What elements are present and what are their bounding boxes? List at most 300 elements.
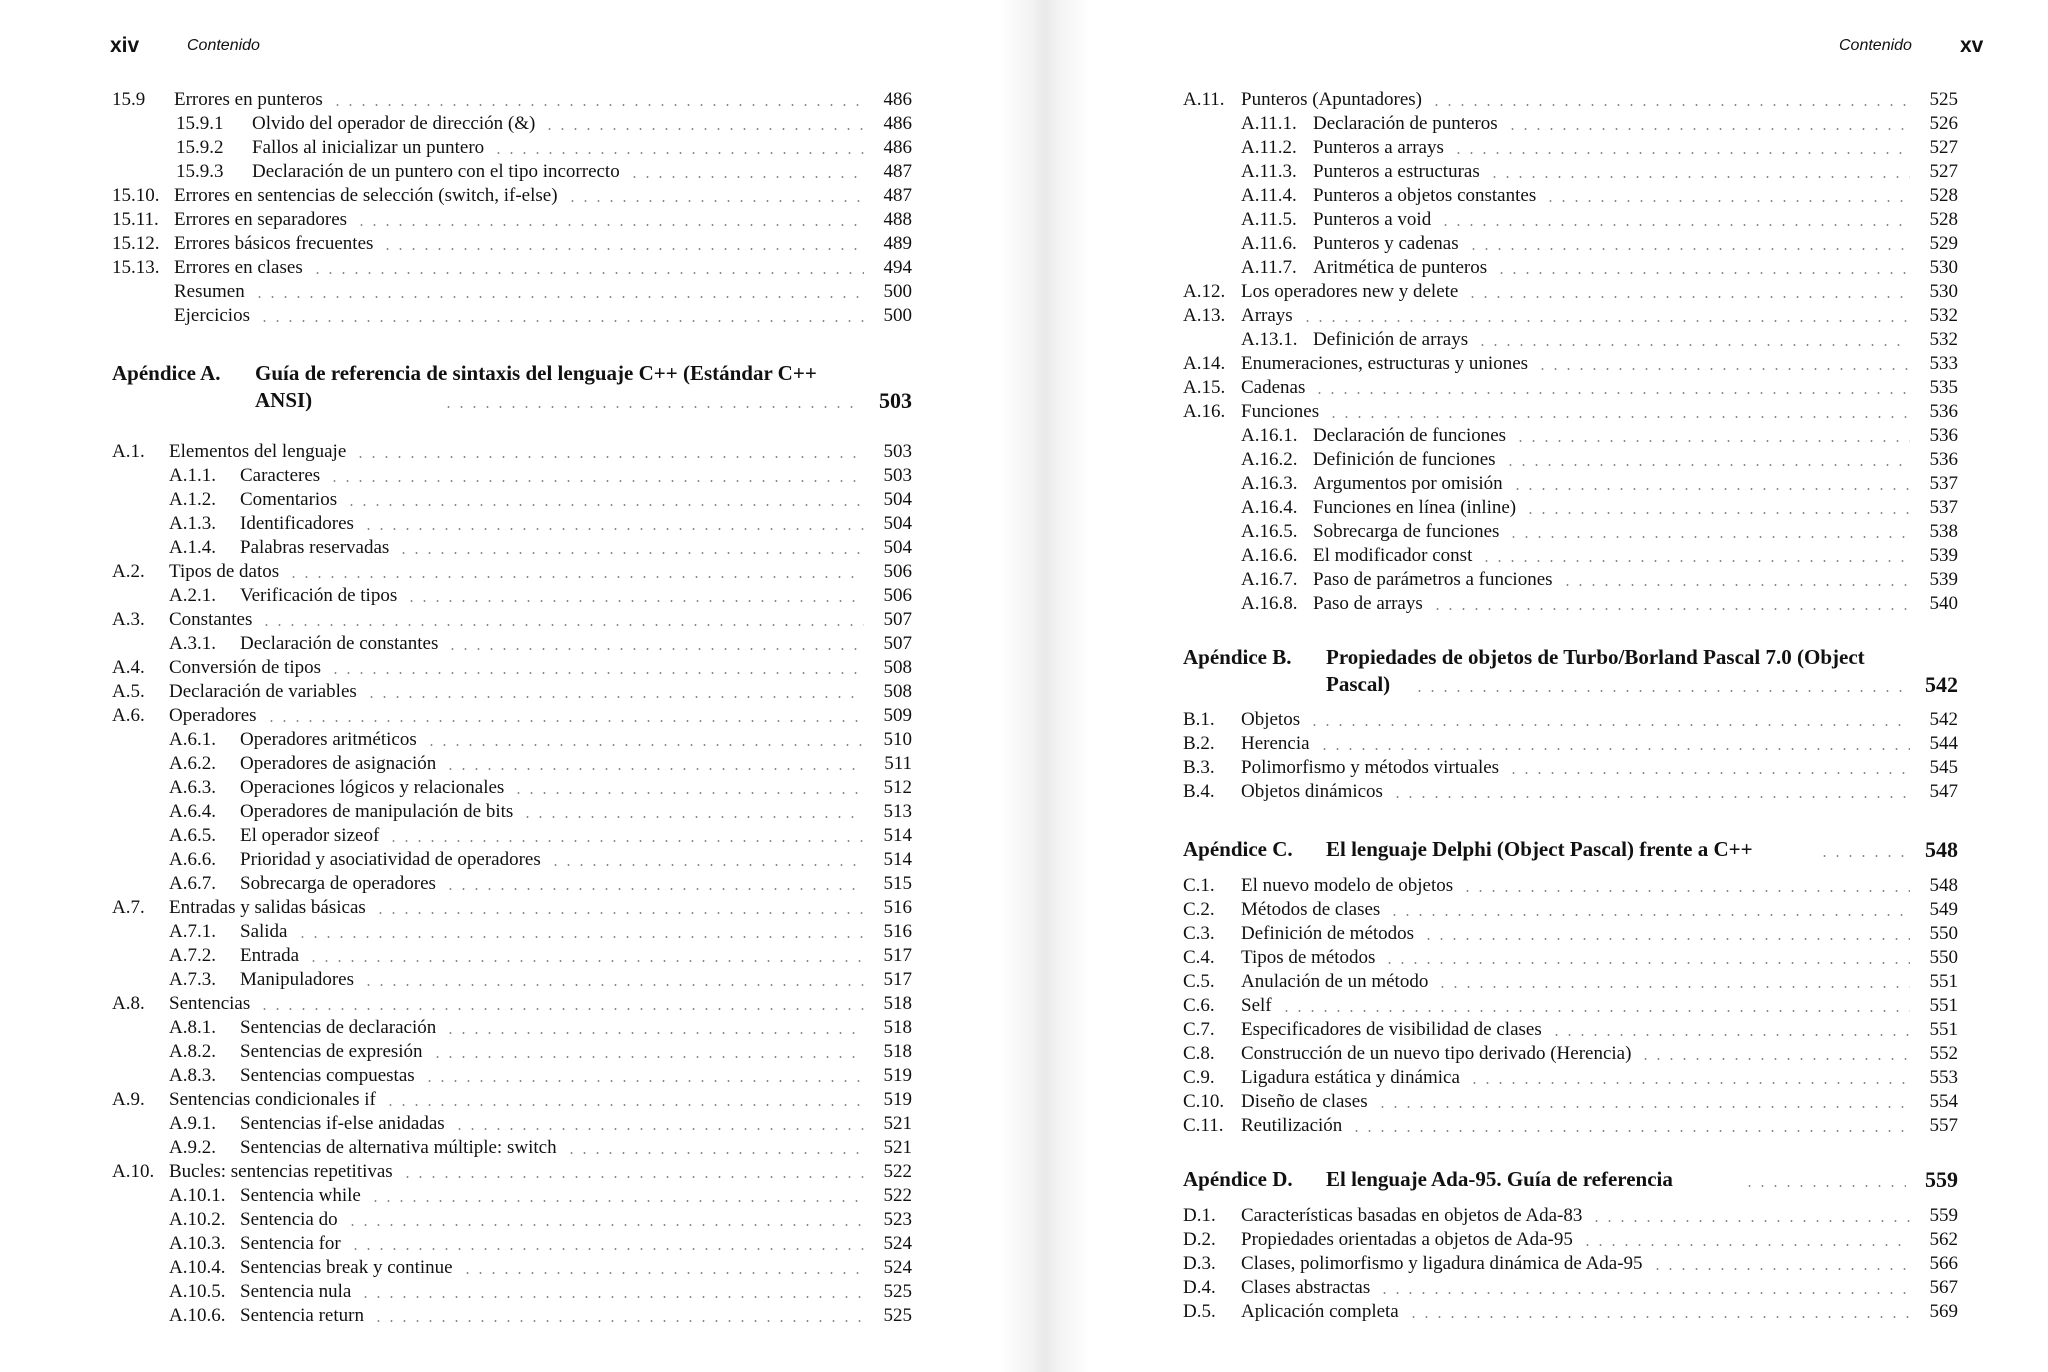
entry-number: A.6.6.	[169, 849, 216, 870]
entry-number: A.4.	[112, 657, 145, 678]
entry-number: 15.13.	[112, 257, 160, 278]
dot-leader	[566, 200, 864, 202]
entry-title: Bucles: sentencias repetitivas	[169, 1161, 393, 1182]
entry-page-number: 523	[883, 1209, 912, 1230]
entry-number: D.5.	[1183, 1301, 1216, 1322]
entry-number: 15.9.3	[176, 161, 224, 182]
dot-leader	[365, 696, 864, 698]
entry-number: A.13.	[1183, 305, 1226, 326]
entry-title: Fallos al inicializar un puntero	[252, 137, 485, 158]
toc-entry[interactable]	[1183, 922, 1958, 946]
entry-number: A.10.6.	[169, 1305, 226, 1326]
toc-entry[interactable]	[1183, 136, 1958, 160]
entry-page-number: 512	[883, 777, 912, 798]
dot-leader	[1550, 1034, 1910, 1036]
entry-page-number: 521	[883, 1113, 912, 1134]
entry-page-number: 525	[883, 1305, 912, 1326]
toc-entry[interactable]	[1183, 1114, 1958, 1138]
entry-page-number: 533	[1929, 353, 1958, 374]
dot-leader	[355, 224, 864, 226]
dot-leader	[258, 320, 864, 322]
entry-title: Errores en sentencias de selección (switch, if-else)	[174, 185, 558, 206]
entry-page-number: 513	[883, 801, 912, 822]
appendix-b-heading	[1183, 644, 1958, 704]
toc-entry[interactable]	[112, 896, 912, 920]
dot-leader	[1461, 890, 1910, 892]
entry-title: Operaciones lógicos y relacionales	[240, 777, 505, 798]
entry-number: C.8.	[1183, 1043, 1215, 1064]
entry-page-number: 525	[883, 1281, 912, 1302]
dot-leader	[1308, 724, 1910, 726]
dot-leader	[384, 1104, 864, 1106]
toc-entry[interactable]	[112, 560, 912, 584]
entry-page-number: 547	[1929, 781, 1958, 802]
entry-number: A.6.7.	[169, 873, 216, 894]
toc-entry[interactable]	[112, 512, 912, 536]
entry-page-number: 537	[1929, 497, 1958, 518]
entry-page-number: 487	[883, 161, 912, 182]
toc-entry[interactable]	[1183, 946, 1958, 970]
entry-number: C.1.	[1183, 875, 1215, 896]
entry-number: A.7.1.	[169, 921, 216, 942]
dot-leader	[265, 720, 864, 722]
entry-number: A.8.	[112, 993, 145, 1014]
entry-page-number: 530	[1929, 257, 1958, 278]
dot-leader	[331, 104, 864, 106]
toc-entry[interactable]	[112, 824, 912, 848]
entry-title: Diseño de clases	[1241, 1091, 1368, 1112]
toc-entry[interactable]	[112, 112, 912, 136]
toc-entry[interactable]	[1183, 280, 1958, 304]
entry-title: Definición de funciones	[1313, 449, 1496, 470]
toc-entry[interactable]	[1183, 732, 1958, 756]
entry-title: Sentencias de alternativa múltiple: switch	[240, 1137, 557, 1158]
appendix-page-number: 559	[1925, 1167, 1958, 1192]
entry-number: A.1.1.	[169, 465, 216, 486]
entry-number: 15.9	[112, 89, 146, 110]
dot-leader	[1378, 1292, 1910, 1294]
entry-title: Errores básicos frecuentes	[174, 233, 374, 254]
dot-leader	[1376, 1106, 1910, 1108]
toc-entry[interactable]	[112, 1208, 912, 1232]
entry-title: Objetos	[1241, 709, 1301, 730]
dot-leader	[1544, 200, 1910, 202]
toc-entry[interactable]	[1183, 592, 1958, 616]
entry-page-number: 522	[883, 1185, 912, 1206]
entry-number: C.4.	[1183, 947, 1215, 968]
entry-title: Argumentos por omisión	[1313, 473, 1503, 494]
toc-entry[interactable]	[112, 584, 912, 608]
entry-title: Verificación de tipos	[240, 585, 398, 606]
entry-page-number: 550	[1929, 923, 1958, 944]
entry-title: Self	[1241, 995, 1272, 1016]
entry-number: A.9.	[112, 1089, 145, 1110]
entry-number: A.11.5.	[1241, 209, 1297, 230]
entry-title: Sentencias de declaración	[240, 1017, 437, 1038]
entry-title: Operadores de manipulación de bits	[240, 801, 514, 822]
entry-number: A.11.1.	[1241, 113, 1297, 134]
page-number: xv	[1960, 34, 1984, 57]
dot-leader	[328, 480, 864, 482]
toc-entry[interactable]	[1183, 160, 1958, 184]
dot-leader	[405, 600, 864, 602]
entry-title: Aritmética de punteros	[1313, 257, 1488, 278]
entry-page-number: 527	[1929, 161, 1958, 182]
dot-leader	[1476, 344, 1910, 346]
toc-entry[interactable]	[1183, 1228, 1958, 1252]
toc-entry[interactable]	[112, 440, 912, 464]
toc-entry[interactable]	[1183, 780, 1958, 804]
running-title: Contenido	[187, 37, 260, 54]
toc-entry[interactable]	[112, 1184, 912, 1208]
toc-entry[interactable]	[1183, 898, 1958, 922]
entry-page-number: 535	[1929, 377, 1958, 398]
entry-page-number: 551	[1929, 995, 1958, 1016]
toc-entry[interactable]	[112, 656, 912, 680]
toc-entry[interactable]	[112, 1280, 912, 1304]
toc-entry[interactable]	[1183, 708, 1958, 732]
dot-leader	[329, 672, 864, 674]
entry-title: Punteros (Apuntadores)	[1241, 89, 1422, 110]
entry-number: C.9.	[1183, 1067, 1215, 1088]
entry-page-number: 524	[883, 1233, 912, 1254]
toc-entry[interactable]	[112, 536, 912, 560]
entry-page-number: 500	[883, 281, 912, 302]
toc-entry[interactable]	[112, 1088, 912, 1112]
entry-title: Reutilización	[1241, 1115, 1343, 1136]
entry-number: A.16.3.	[1241, 473, 1298, 494]
toc-entry[interactable]	[112, 280, 912, 304]
entry-page-number: 504	[883, 489, 912, 510]
entry-page-number: 486	[883, 89, 912, 110]
dot-leader	[1536, 368, 1910, 370]
entry-page-number: 562	[1929, 1229, 1958, 1250]
toc-entry[interactable]	[1183, 1042, 1958, 1066]
entry-title: Constantes	[169, 609, 253, 630]
toc-entry[interactable]	[1183, 304, 1958, 328]
toc-entry[interactable]	[1183, 1066, 1958, 1090]
dot-leader	[397, 552, 864, 554]
dot-leader	[1280, 1010, 1910, 1012]
toc-entry[interactable]	[112, 752, 912, 776]
toc-entry[interactable]	[1183, 1276, 1958, 1300]
dot-leader	[1388, 914, 1910, 916]
entry-title: Prioridad y asociatividad de operadores	[240, 849, 541, 870]
toc-entry[interactable]	[112, 680, 912, 704]
dot-leader	[362, 984, 864, 986]
dot-leader	[287, 576, 864, 578]
toc-entry[interactable]	[112, 632, 912, 656]
entry-number: A.6.2.	[169, 753, 216, 774]
entry-title: Operadores de asignación	[240, 753, 437, 774]
toc-entry[interactable]	[112, 1232, 912, 1256]
toc-entry[interactable]	[112, 968, 912, 992]
dot-leader	[1467, 248, 1910, 250]
entry-page-number: 526	[1929, 113, 1958, 134]
appendix-page-number: 548	[1925, 837, 1958, 862]
toc-entry[interactable]	[112, 1064, 912, 1088]
toc-entry[interactable]	[1183, 328, 1958, 352]
toc-entry[interactable]	[1183, 448, 1958, 472]
toc-entry[interactable]	[1183, 568, 1958, 592]
toc-entry[interactable]	[112, 1040, 912, 1064]
toc-entry[interactable]	[112, 464, 912, 488]
entry-title: Resumen	[174, 281, 245, 302]
entry-page-number: 539	[1929, 545, 1958, 566]
toc-entry[interactable]	[112, 1112, 912, 1136]
entry-title: El modificador const	[1313, 545, 1473, 566]
entry-number: A.16.2.	[1241, 449, 1298, 470]
entry-title: Operadores aritméticos	[240, 729, 417, 750]
entry-title: Construcción de un nuevo tipo derivado (Herencia)	[1241, 1043, 1632, 1064]
entry-number: A.10.	[112, 1161, 155, 1182]
entry-page-number: 529	[1929, 233, 1958, 254]
entry-page-number: 509	[883, 705, 912, 726]
entry-title: Punteros a objetos constantes	[1313, 185, 1537, 206]
toc-entry[interactable]	[112, 848, 912, 872]
toc-entry[interactable]	[112, 1136, 912, 1160]
appendix-a-heading	[112, 360, 912, 420]
entry-title: Palabras reservadas	[240, 537, 390, 558]
toc-entry[interactable]	[112, 304, 912, 328]
entry-page-number: 557	[1929, 1115, 1958, 1136]
dot-leader	[1391, 796, 1910, 798]
entry-page-number: 494	[883, 257, 912, 278]
toc-entry[interactable]	[112, 1304, 912, 1328]
toc-entry[interactable]	[1183, 994, 1958, 1018]
entry-page-number: 500	[883, 305, 912, 326]
entry-number: A.16.	[1183, 401, 1226, 422]
toc-entry[interactable]	[112, 184, 912, 208]
entry-title: Especificadores de visibilidad de clases	[1241, 1019, 1542, 1040]
entry-title: Errores en clases	[174, 257, 303, 278]
entry-title: Errores en punteros	[174, 89, 323, 110]
toc-entry[interactable]	[1183, 1204, 1958, 1228]
dot-leader	[1468, 1082, 1910, 1084]
entry-title: Tipos de métodos	[1241, 947, 1376, 968]
appendix-d-heading	[1183, 1166, 1958, 1198]
entry-page-number: 567	[1929, 1277, 1958, 1298]
toc-entry[interactable]	[1183, 88, 1958, 112]
entry-page-number: 525	[1929, 89, 1958, 110]
entry-page-number: 518	[883, 993, 912, 1014]
entry-title: Sentencia for	[240, 1233, 341, 1254]
toc-entry[interactable]	[112, 704, 912, 728]
entry-title: Sentencias condicionales if	[169, 1089, 376, 1110]
entry-page-number: 528	[1929, 209, 1958, 230]
toc-entry[interactable]	[112, 136, 912, 160]
entry-number: A.13.1.	[1241, 329, 1298, 350]
entry-title: Sentencia while	[240, 1185, 361, 1206]
entry-number: B.3.	[1183, 757, 1215, 778]
entry-title: Enumeraciones, estructuras y uniones	[1241, 353, 1529, 374]
entry-number: A.10.1.	[169, 1185, 226, 1206]
toc-entry[interactable]	[1183, 544, 1958, 568]
dot-leader	[444, 888, 864, 890]
dot-leader	[628, 176, 864, 178]
toc-entry[interactable]	[112, 208, 912, 232]
dot-leader	[1301, 320, 1910, 322]
toc-entry[interactable]	[112, 608, 912, 632]
dot-leader	[354, 456, 864, 458]
toc-entry[interactable]	[112, 160, 912, 184]
entry-title: Declaración de variables	[169, 681, 357, 702]
entry-page-number: 566	[1929, 1253, 1958, 1274]
appendix-c-heading	[1183, 836, 1958, 868]
entry-title: Sentencia do	[240, 1209, 338, 1230]
toc-entry[interactable]	[1183, 208, 1958, 232]
toc-entry[interactable]	[112, 944, 912, 968]
dot-leader	[296, 936, 865, 938]
toc-entry[interactable]	[1183, 1090, 1958, 1114]
dot-leader	[1452, 152, 1910, 154]
toc-entry[interactable]	[1183, 424, 1958, 448]
dot-leader	[461, 1272, 864, 1274]
entry-page-number: 489	[883, 233, 912, 254]
dot-leader	[1436, 986, 1910, 988]
toc-entry[interactable]	[112, 992, 912, 1016]
toc-entry[interactable]	[112, 800, 912, 824]
toc-entry[interactable]	[1183, 232, 1958, 256]
toc-entry[interactable]	[112, 728, 912, 752]
entry-number: A.8.2.	[169, 1041, 216, 1062]
toc-entry[interactable]	[112, 256, 912, 280]
toc-entry[interactable]	[1183, 352, 1958, 376]
dot-leader	[453, 1128, 864, 1130]
entry-number: A.16.4.	[1241, 497, 1298, 518]
entry-page-number: 559	[1929, 1205, 1958, 1226]
entry-number: A.7.3.	[169, 969, 216, 990]
appendix-label: Apéndice B.	[1183, 645, 1292, 669]
entry-page-number: 530	[1929, 281, 1958, 302]
toc-entry[interactable]	[112, 872, 912, 896]
entry-number: A.11.6.	[1241, 233, 1297, 254]
entry-title: Sentencias	[169, 993, 251, 1014]
dot-leader	[1407, 1316, 1910, 1318]
dot-leader	[369, 1200, 864, 1202]
entry-number: C.10.	[1183, 1091, 1225, 1112]
dot-leader	[1327, 416, 1910, 418]
entry-number: A.16.6.	[1241, 545, 1298, 566]
toc-entry[interactable]	[112, 232, 912, 256]
entry-page-number: 536	[1929, 401, 1958, 422]
entry-title: Sobrecarga de operadores	[240, 873, 436, 894]
entry-page-number: 569	[1929, 1301, 1958, 1322]
entry-title: Clases abstractas	[1241, 1277, 1371, 1298]
entry-page-number: 538	[1929, 521, 1958, 542]
entry-page-number: 521	[883, 1137, 912, 1158]
dot-leader	[1413, 690, 1906, 692]
dot-leader	[387, 840, 864, 842]
toc-entry[interactable]	[1183, 1018, 1958, 1042]
entry-page-number: 532	[1929, 329, 1958, 350]
toc-entry[interactable]	[1183, 256, 1958, 280]
entry-page-number: 486	[883, 137, 912, 158]
entry-number: A.12.	[1183, 281, 1226, 302]
entry-title: Identificadores	[240, 513, 354, 534]
dot-leader	[1581, 1244, 1910, 1246]
entry-number: A.2.	[112, 561, 145, 582]
appendix-title: Guía de referencia de sintaxis del lenguaje C++ (Estándar C++ ANSI)	[255, 361, 817, 412]
entry-title: Objetos dinámicos	[1241, 781, 1383, 802]
entry-page-number: 504	[883, 537, 912, 558]
toc-entry[interactable]	[112, 488, 912, 512]
entry-number: 15.9.2	[176, 137, 224, 158]
entry-number: A.9.2.	[169, 1137, 216, 1158]
dot-leader	[423, 1080, 864, 1082]
dot-leader	[1639, 1058, 1910, 1060]
toc-entry[interactable]	[1183, 376, 1958, 400]
toc-entry[interactable]	[1183, 472, 1958, 496]
dot-leader	[444, 768, 864, 770]
entry-title: El operador sizeof	[240, 825, 380, 846]
entry-title: Salida	[240, 921, 288, 942]
entry-page-number: 517	[883, 945, 912, 966]
entry-page-number: 536	[1929, 449, 1958, 470]
entry-page-number: 536	[1929, 425, 1958, 446]
entry-number: A.10.3.	[169, 1233, 226, 1254]
entry-number: C.3.	[1183, 923, 1215, 944]
toc-entry[interactable]	[1183, 184, 1958, 208]
toc-entry[interactable]	[1183, 400, 1958, 424]
toc-entry[interactable]	[112, 1256, 912, 1280]
entry-title: Manipuladores	[240, 969, 354, 990]
entry-title: Punteros a estructuras	[1313, 161, 1480, 182]
toc-entry[interactable]	[112, 920, 912, 944]
dot-leader	[359, 1296, 864, 1298]
toc-entry[interactable]	[1183, 520, 1958, 544]
entry-title: Métodos de clases	[1241, 899, 1381, 920]
appendix-title: Propiedades de objetos de Turbo/Borland Pascal 7.0 (Object Pascal)	[1326, 645, 1865, 696]
dot-leader	[444, 1032, 864, 1034]
toc-entry[interactable]	[1183, 756, 1958, 780]
toc-entry[interactable]	[112, 1160, 912, 1184]
dot-leader	[381, 248, 864, 250]
entry-title: Elementos del lenguaje	[169, 441, 347, 462]
toc-entry[interactable]	[1183, 1252, 1958, 1276]
entry-page-number: 504	[883, 513, 912, 534]
toc-entry[interactable]	[1183, 970, 1958, 994]
toc-entry[interactable]	[1183, 874, 1958, 898]
dot-leader	[446, 648, 864, 650]
toc-entry[interactable]	[112, 1016, 912, 1040]
entry-number: C.11.	[1183, 1115, 1224, 1136]
toc-entry[interactable]	[112, 88, 912, 112]
entry-title: Definición de métodos	[1241, 923, 1415, 944]
entry-title: Operadores	[169, 705, 257, 726]
dot-leader	[442, 406, 860, 408]
dot-leader	[1651, 1268, 1910, 1270]
entry-page-number: 528	[1929, 185, 1958, 206]
entry-title: Características basadas en objetos de Ada-83	[1241, 1205, 1583, 1226]
appendix-label: Apéndice A.	[112, 361, 221, 385]
appendix-page-number: 542	[1925, 672, 1958, 697]
entry-page-number: 551	[1929, 1019, 1958, 1040]
toc-entry[interactable]	[112, 776, 912, 800]
entry-page-number: 508	[883, 657, 912, 678]
dot-leader	[431, 1056, 864, 1058]
entry-page-number: 503	[883, 441, 912, 462]
dot-leader	[1383, 962, 1910, 964]
entry-title: Ligadura estática y dinámica	[1241, 1067, 1460, 1088]
toc-entry[interactable]	[1183, 112, 1958, 136]
entry-title: Conversión de tipos	[169, 657, 321, 678]
dot-leader	[1504, 464, 1910, 466]
dot-leader	[258, 1008, 864, 1010]
entry-number: C.5.	[1183, 971, 1215, 992]
toc-entry[interactable]	[1183, 1300, 1958, 1324]
toc-entry[interactable]	[1183, 496, 1958, 520]
